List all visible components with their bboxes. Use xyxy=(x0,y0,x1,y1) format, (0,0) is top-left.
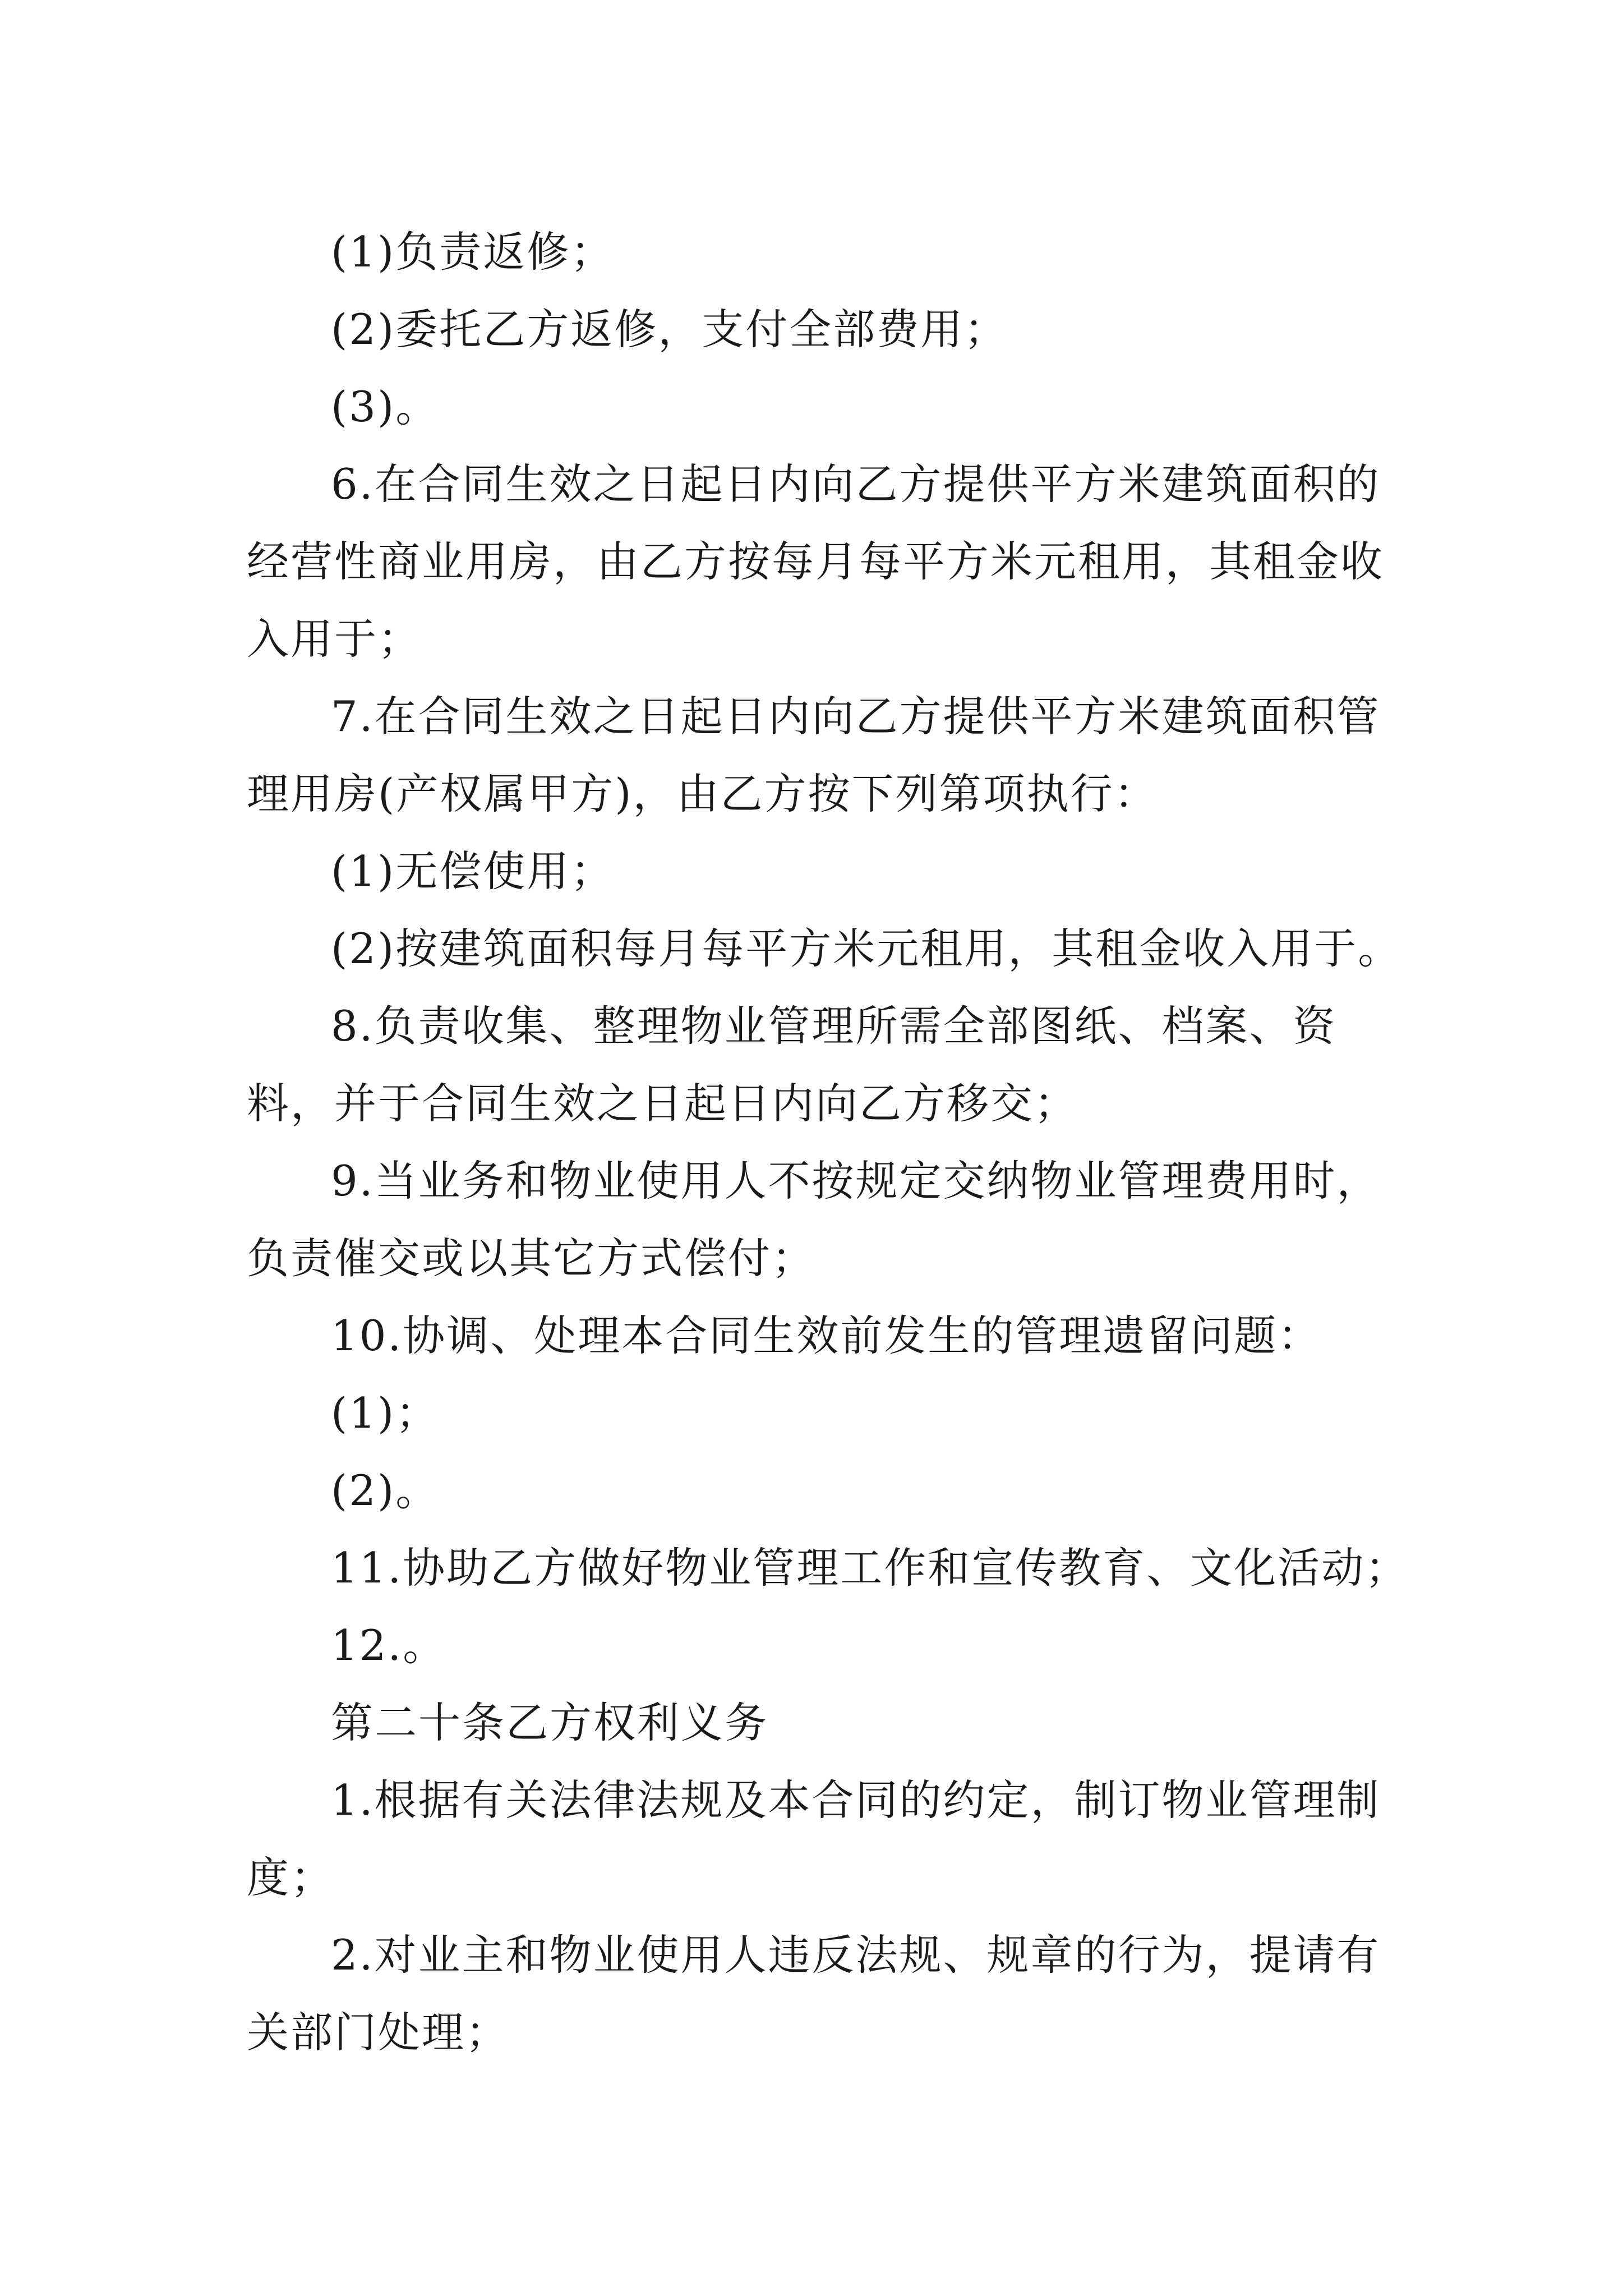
paragraph: 8.负责收集、整理物业管理所需全部图纸、档案、资料，并于合同生效之日起日内向乙方移交； xyxy=(247,1001,1337,1128)
paragraph: (2)按建筑面积每月每平方米元租用，其租金收入用于。 xyxy=(331,924,1402,973)
paragraph: 9.当业务和物业使用人不按规定交纳物业管理费用时，负责催交或以其它方式偿付； xyxy=(247,1156,1381,1283)
paragraph: (2)委托乙方返修，支付全部费用； xyxy=(331,305,1008,354)
paragraph: 12.。 xyxy=(331,1621,447,1670)
paragraph: 10.协调、处理本合同生效前发生的管理遗留问题： xyxy=(331,1311,1322,1360)
paragraph: 1.根据有关法律法规及本合同的约定，制订物业管理制度； xyxy=(247,1775,1381,1902)
section-heading: 第二十条乙方权利义务 xyxy=(331,1698,769,1747)
paragraph: (1)负责返修； xyxy=(331,227,615,277)
document-body xyxy=(247,213,1413,2071)
paragraph: 6.在合同生效之日起日内向乙方提供平方米建筑面积的经营性商业用房，由乙方按每月每平方米元租用，其租金收入用于； xyxy=(247,459,1385,664)
paragraph: 2.对业主和物业使用人违反法规、规章的行为，提请有关部门处理； xyxy=(247,1930,1381,2057)
paragraph: (1)； xyxy=(331,1388,440,1438)
paragraph: (1)无偿使用； xyxy=(331,846,615,896)
paragraph: 7.在合同生效之日起日内向乙方提供平方米建筑面积管理用房(产权属甲方)，由乙方按下列第项执行： xyxy=(247,692,1381,818)
paragraph: (2)。 xyxy=(331,1466,440,1515)
paragraph: 11.协助乙方做好物业管理工作和宣传教育、文化活动； xyxy=(331,1543,1409,1593)
paragraph: (3)。 xyxy=(331,382,440,431)
